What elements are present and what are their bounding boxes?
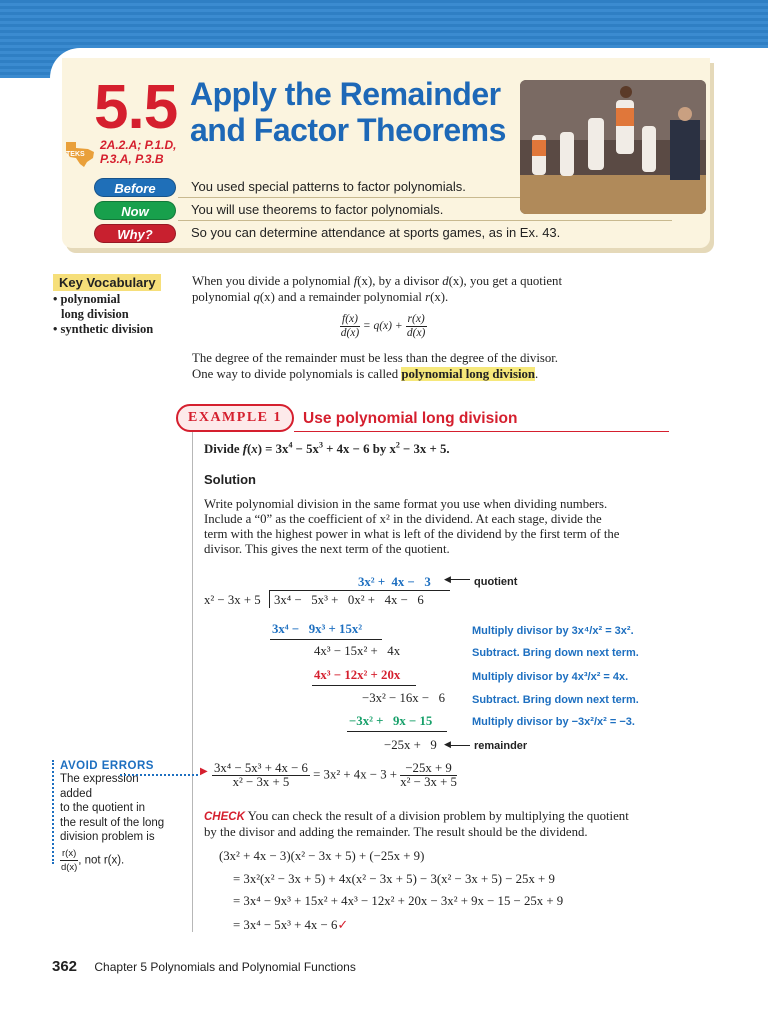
why-pill: Why? xyxy=(94,224,176,243)
now-text: You will use theorems to factor polynomials. xyxy=(191,202,444,217)
chapter-title: Chapter 5 Polynomials and Polynomial Functions xyxy=(94,960,356,974)
intro-line2: polynomial q(x) and a remainder polynomial r(x). xyxy=(192,290,449,304)
example-rule xyxy=(294,431,669,432)
quotient: 3x² + 4x − 3 xyxy=(358,575,431,589)
now-pill: Now xyxy=(94,201,176,220)
key-vocabulary-title: Key Vocabulary xyxy=(53,274,161,291)
solution-heading: Solution xyxy=(204,472,256,487)
example-title: Use polynomial long division xyxy=(303,410,518,427)
example-left-rule xyxy=(192,432,193,932)
solution-line: Write polynomial division in the same format you use when dividing numbers. xyxy=(204,497,608,511)
before-pill: Before xyxy=(94,178,176,197)
why-text: So you can determine attendance at sports games, as in Ex. 43. xyxy=(191,225,561,240)
solution-line: divisor. This gives the next term of the quotient. xyxy=(204,542,450,556)
dividend: 3x⁴ − 5x³ + 0x² + 4x − 6 xyxy=(274,593,424,607)
arrow-line xyxy=(448,579,470,580)
step1-note: Multiply divisor by 3x⁴/x² = 3x². xyxy=(472,625,634,637)
check-line2: by the divisor and adding the remainder. The result should be the dividend. xyxy=(204,825,588,839)
arrow-line xyxy=(448,745,470,746)
subtract-line xyxy=(347,731,447,732)
divisor: x² − 3x + 5 xyxy=(204,593,261,607)
check-eq1: (3x² + 4x − 3)(x² − 3x + 5) + (−25x + 9) xyxy=(219,849,425,863)
checkmark-icon: ✓ xyxy=(337,918,349,932)
page-footer xyxy=(52,958,356,975)
section-number: 5.5 xyxy=(94,73,178,142)
remainder: −25x + 9 xyxy=(384,738,437,752)
teks-label: TEKS xyxy=(66,151,85,158)
basketball-game-photo xyxy=(520,80,706,214)
quotient-label: quotient xyxy=(474,576,518,588)
subtract-line xyxy=(312,685,416,686)
header-divider xyxy=(178,220,672,221)
check-eq2: = 3x²(x² − 3x + 5) + 4x(x² − 3x + 5) − 3(x² − 3x + 5) − 25x + 9 xyxy=(233,872,555,886)
step3-note: Multiply divisor by 4x³/x² = 4x. xyxy=(472,671,629,683)
teks-codes xyxy=(100,138,176,166)
step4-note: Subtract. Bring down next term. xyxy=(472,694,639,706)
teks-codes-line1: 2A.2.A; P.1.D, xyxy=(100,138,177,152)
solution-line: Include a “0” as the coefficient of x² in the dividend. At each stage, divide the xyxy=(204,512,602,526)
remainder-label: remainder xyxy=(474,740,528,752)
subtract-line xyxy=(270,639,382,640)
before-text: You used special patterns to factor polynomials. xyxy=(191,179,466,194)
example-problem: Divide $f(x) = 3x^4 - 5x^3 + 4x - 6$ by $x^2 - 3x + 5$. xyxy=(204,440,450,456)
division-step3: 4x³ − 12x² + 20x xyxy=(314,668,401,682)
degree-line2: One way to divide polynomials is called polynomial long division. xyxy=(192,367,539,381)
division-identity: $\frac{f(x)}{d(x)}$ = q(x) + $\frac{r(x)}{d(x)}$ xyxy=(340,313,426,339)
lesson-title-line1: Apply the Remainder xyxy=(190,76,501,112)
check-eq4: = 3x⁴ − 5x³ + 4x − 6✓ xyxy=(233,918,349,932)
step2-note: Subtract. Bring down next term. xyxy=(472,647,639,659)
avoid-errors-connector xyxy=(120,774,198,776)
step5-note: Multiply divisor by −3x²/x² = −3. xyxy=(472,716,635,728)
check-line1: CHECK You can check the result of a division problem by multiplying the quotient xyxy=(204,809,629,823)
example-label: EXAMPLE 1 xyxy=(188,410,282,425)
page-number: 362 xyxy=(52,958,78,975)
division-bar xyxy=(270,590,450,591)
degree-line1: The degree of the remainder must be less than the degree of the divisor. xyxy=(192,351,559,365)
vocab-item: • polynomial xyxy=(53,292,121,306)
check-eq3: = 3x⁴ − 9x³ + 15x² + 4x³ − 12x² + 20x − 3x² + 9x − 15 − 25x + 9 xyxy=(233,894,564,908)
avoid-errors-body: The expression added to the quotient in the result of the long division problem is $\frac{r(x)}{d(x)}$ , not r(x). xyxy=(60,773,165,873)
vocab-item: long division xyxy=(61,307,129,321)
teks-codes-line2: P.3.A, P.3.B xyxy=(100,152,164,166)
intro-line1: When you divide a polynomial f(x), by a divisor d(x), you get a quotient xyxy=(192,274,563,288)
vocab-item: • synthetic division xyxy=(53,322,154,336)
solution-line: term with the highest power in what is left of the dividend by the first term of the xyxy=(204,527,620,541)
highlight-term: polynomial long division xyxy=(401,367,536,381)
division-step1: 3x⁴ − 9x³ + 15x² xyxy=(272,622,363,636)
division-step5: −3x² + 9x − 15 xyxy=(349,714,433,728)
avoid-errors-title: AVOID ERRORS xyxy=(60,760,154,772)
division-step2: 4x³ − 15x² + 4x xyxy=(314,644,401,658)
division-bracket xyxy=(269,590,270,608)
pointer-arrow-icon: ▶ xyxy=(200,766,208,777)
arrow-head-icon: ◀ xyxy=(444,575,451,585)
texas-teks-icon xyxy=(62,138,98,168)
division-step4: −3x² − 16x − 6 xyxy=(362,691,446,705)
lesson-title-line2: and Factor Theorems xyxy=(190,112,506,148)
result-equation: $\frac{\text{3x⁴ − 5x³ + 4x − 6}}{\text{x² − 3x + 5}}$ = 3x² + 4x − 3 + $\frac{-25x + 9}{\text{x² − 3x + 5}}$ xyxy=(214,761,457,789)
arrow-head-icon: ◀ xyxy=(444,740,451,750)
